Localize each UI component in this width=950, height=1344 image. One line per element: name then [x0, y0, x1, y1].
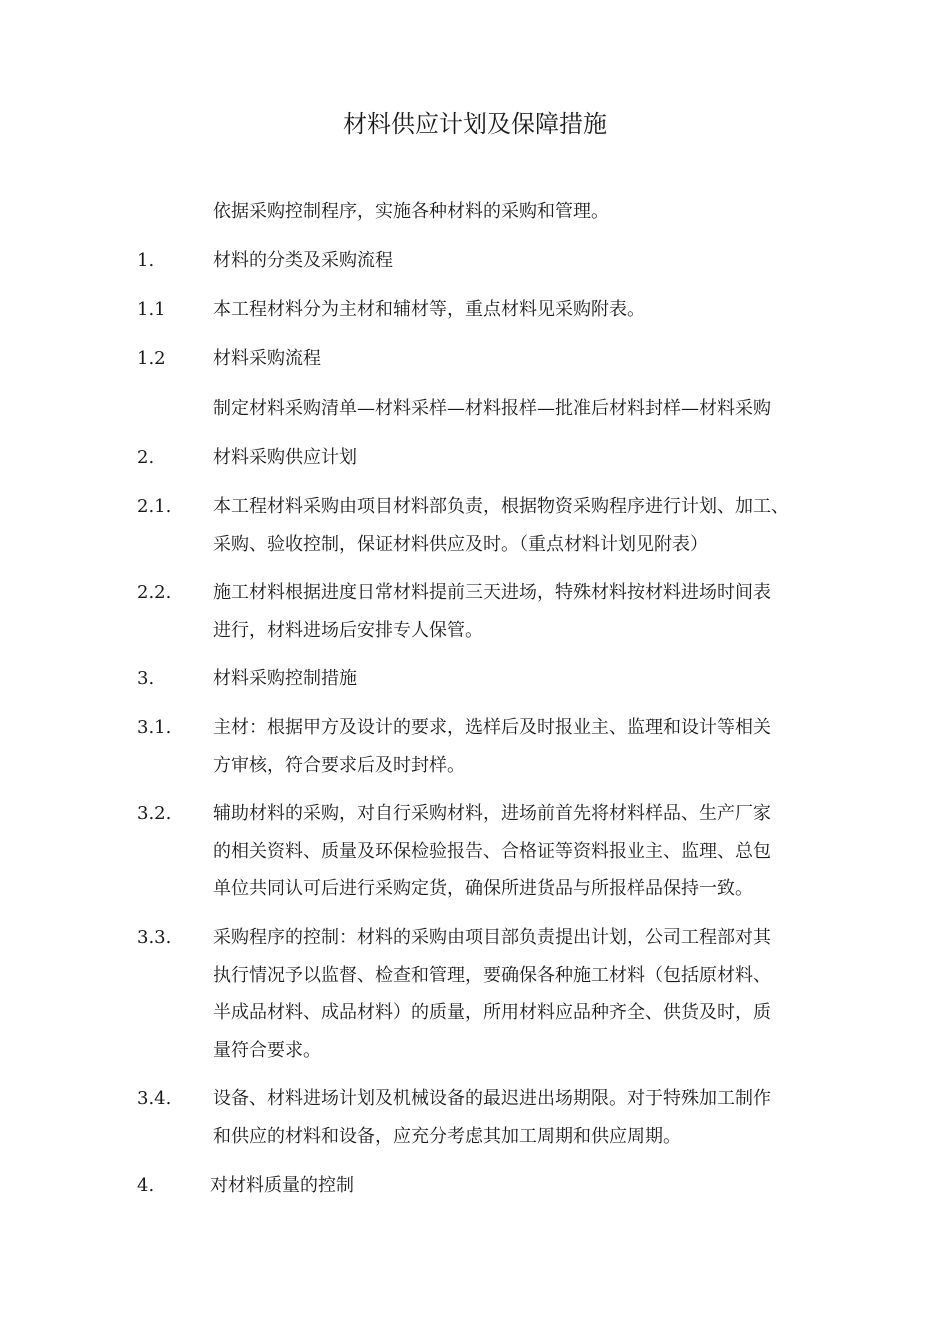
section-2-number: 2.	[137, 447, 155, 468]
section-1-1-number: 1.1	[137, 299, 166, 320]
section-1-heading: 材料的分类及采购流程	[213, 250, 393, 271]
intro-paragraph: 依据采购控制程序，实施各种材料的采购和管理。	[213, 201, 609, 222]
section-1-2-text: 材料采购流程	[213, 348, 321, 369]
section-2-1-number: 2.1.	[137, 496, 172, 517]
section-3-3-line: 执行情况予以监督、检查和管理，要确保各种施工材料（包括原材料、	[213, 965, 771, 986]
section-3-2-line: 辅助材料的采购，对自行采购材料，进场前首先将材料样品、生产厂家	[213, 803, 771, 824]
section-2-1-line: 本工程材料采购由项目材料部负责，根据物资采购程序进行计划、加工、	[213, 496, 789, 517]
section-3-3-line: 半成品材料、成品材料）的质量，所用材料应品种齐全、供货及时，质	[213, 1002, 771, 1023]
section-3-2-line: 单位共同认可后进行采购定货，确保所进货品与所报样品保持一致。	[213, 878, 753, 899]
section-2-2-line: 施工材料根据进度日常材料提前三天进场，特殊材料按材料进场时间表	[213, 582, 771, 603]
section-4-number: 4.	[137, 1175, 155, 1196]
section-3-3-line: 采购程序的控制：材料的采购由项目部负责提出计划，公司工程部对其	[213, 927, 771, 948]
section-3-2-number: 3.2.	[137, 803, 172, 824]
section-3-4-number: 3.4.	[137, 1088, 172, 1109]
section-1-number: 1.	[137, 250, 155, 271]
section-3-heading: 材料采购控制措施	[213, 668, 357, 689]
section-4-heading: 对材料质量的控制	[210, 1175, 354, 1196]
section-2-2-line: 进行，材料进场后安排专人保管。	[213, 620, 483, 641]
section-2-2-number: 2.2.	[137, 582, 172, 603]
section-3-number: 3.	[137, 668, 155, 689]
section-1-1-text: 本工程材料分为主材和辅材等，重点材料见采购附表。	[213, 299, 645, 320]
section-2-heading: 材料采购供应计划	[213, 447, 357, 468]
section-3-3-line: 量符合要求。	[213, 1040, 321, 1061]
section-2-1-line: 采购、验收控制，保证材料供应及时。（重点材料计划见附表）	[213, 534, 708, 555]
section-3-1-number: 3.1.	[137, 717, 172, 738]
section-1-2-number: 1.2	[137, 348, 166, 369]
procurement-flow: 制定材料采购清单—材料采样—材料报样—批准后材料封样—材料采购	[213, 398, 771, 419]
section-3-1-line: 主材：根据甲方及设计的要求，选样后及时报业主、监理和设计等相关	[213, 717, 771, 738]
section-3-2-line: 的相关资料、质量及环保检验报告、合格证等资料报业主、监理、总包	[213, 841, 771, 862]
page-title: 材料供应计划及保障措施	[343, 110, 607, 138]
section-3-1-line: 方审核，符合要求后及时封样。	[213, 755, 465, 776]
section-3-3-number: 3.3.	[137, 927, 172, 948]
section-3-4-line: 和供应的材料和设备，应充分考虑其加工周期和供应周期。	[213, 1126, 681, 1147]
section-3-4-line: 设备、材料进场计划及机械设备的最迟进出场期限。对于特殊加工制作	[213, 1088, 771, 1109]
